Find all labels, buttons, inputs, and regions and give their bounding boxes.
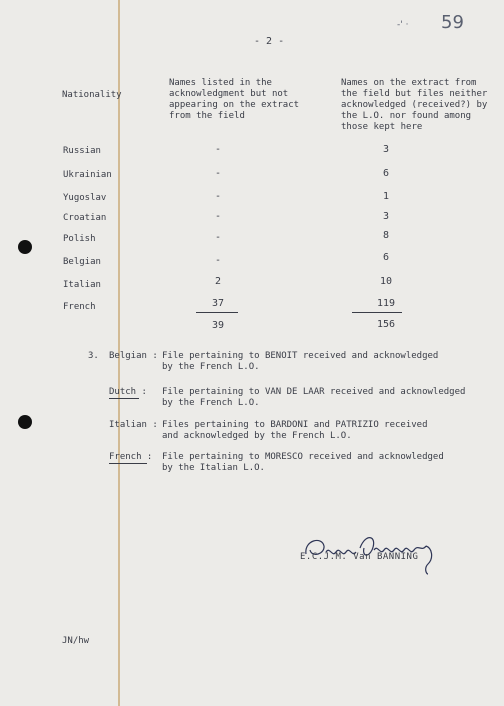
page-number: - 2 - [254, 36, 285, 47]
punch-hole-top [18, 240, 32, 254]
note-italian [109, 420, 158, 431]
note-italian-text [162, 420, 428, 442]
col1-sum-rule [196, 312, 238, 313]
row-col1: - [214, 168, 222, 179]
row-col1: - [214, 144, 222, 155]
row-col1: - [214, 255, 222, 266]
row-nationality: Croatian [63, 213, 107, 223]
row-col2: 6 [382, 168, 390, 179]
punch-hole-bottom [18, 415, 32, 429]
note-label: Belgian : [109, 351, 158, 361]
row-col1: 2 [214, 276, 222, 287]
header-col2 [341, 78, 487, 133]
header-col2-line: Names on the extract from [341, 78, 477, 88]
row-col2: 8 [382, 230, 390, 241]
total-col2: 156 [376, 319, 396, 330]
note-label: French : [109, 452, 153, 462]
note-dutch [109, 387, 147, 398]
note-french [109, 452, 152, 463]
row-col2: 3 [382, 144, 390, 155]
label-underline [109, 398, 139, 399]
note-line: by the French L.O. [162, 398, 260, 408]
note-label: Dutch : [109, 387, 147, 397]
header-col2-line: the L.O. nor found among [341, 111, 472, 121]
note-line: File pertaining to MORESCO received and acknowledged [162, 452, 444, 462]
row-nationality: Yugoslav [63, 193, 107, 203]
header-nationality: Nationality [62, 90, 122, 100]
col2-sum-rule [352, 312, 402, 313]
note-line: by the French L.O. [162, 362, 260, 372]
row-nationality: Italian [63, 280, 101, 290]
header-col1-line: appearing on the extract [169, 100, 300, 110]
pencil-marks: -' · [397, 20, 409, 30]
row-col2: 6 [382, 252, 390, 263]
note-belgian-text [162, 351, 438, 373]
header-col2-line: those kept here [341, 122, 423, 132]
header-col2-line: acknowledged (received?) by [341, 100, 488, 110]
note-belgian [109, 351, 158, 362]
row-nationality: Russian [63, 146, 101, 156]
header-col1-line: from the field [169, 111, 245, 121]
row-nationality: Belgian [63, 257, 101, 267]
footer-initials: JN/hw [62, 636, 90, 646]
row-nationality: Ukrainian [63, 170, 112, 180]
row-nationality: Polish [63, 234, 96, 244]
row-col1: - [214, 191, 222, 202]
note-dutch-text [162, 387, 465, 409]
row-col1: - [214, 232, 222, 243]
row-col2: 3 [382, 211, 390, 222]
header-col2-line: the field but files neither [341, 89, 488, 99]
row-col1: 37 [211, 298, 225, 309]
note-line: File pertaining to BENOIT received and acknowledged [162, 351, 439, 361]
row-col2: 10 [379, 276, 393, 287]
note-french-text [162, 452, 444, 474]
row-nationality: French [63, 302, 96, 312]
row-col2: 1 [382, 191, 390, 202]
header-col1 [169, 78, 299, 122]
label-underline [109, 463, 147, 464]
header-col1-line: acknowledgment but not [169, 89, 289, 99]
row-col2: 119 [376, 298, 396, 309]
header-col1-line: Names listed in the [169, 78, 272, 88]
note-label: Italian : [109, 420, 158, 430]
row-col1: - [214, 211, 222, 222]
note-line: and acknowledged by the French L.O. [162, 431, 352, 441]
folio-number: 59 [441, 12, 464, 33]
total-col1: 39 [211, 320, 225, 331]
note-line: File pertaining to VAN DE LAAR received and acknowledged [162, 387, 466, 397]
note-line: Files pertaining to BARDONI and PATRIZIO received [162, 420, 428, 430]
note-line: by the Italian L.O. [162, 463, 265, 473]
section-number: 3. [88, 351, 99, 361]
signature-name: E.C.J.M. Van BANNING [300, 552, 419, 562]
